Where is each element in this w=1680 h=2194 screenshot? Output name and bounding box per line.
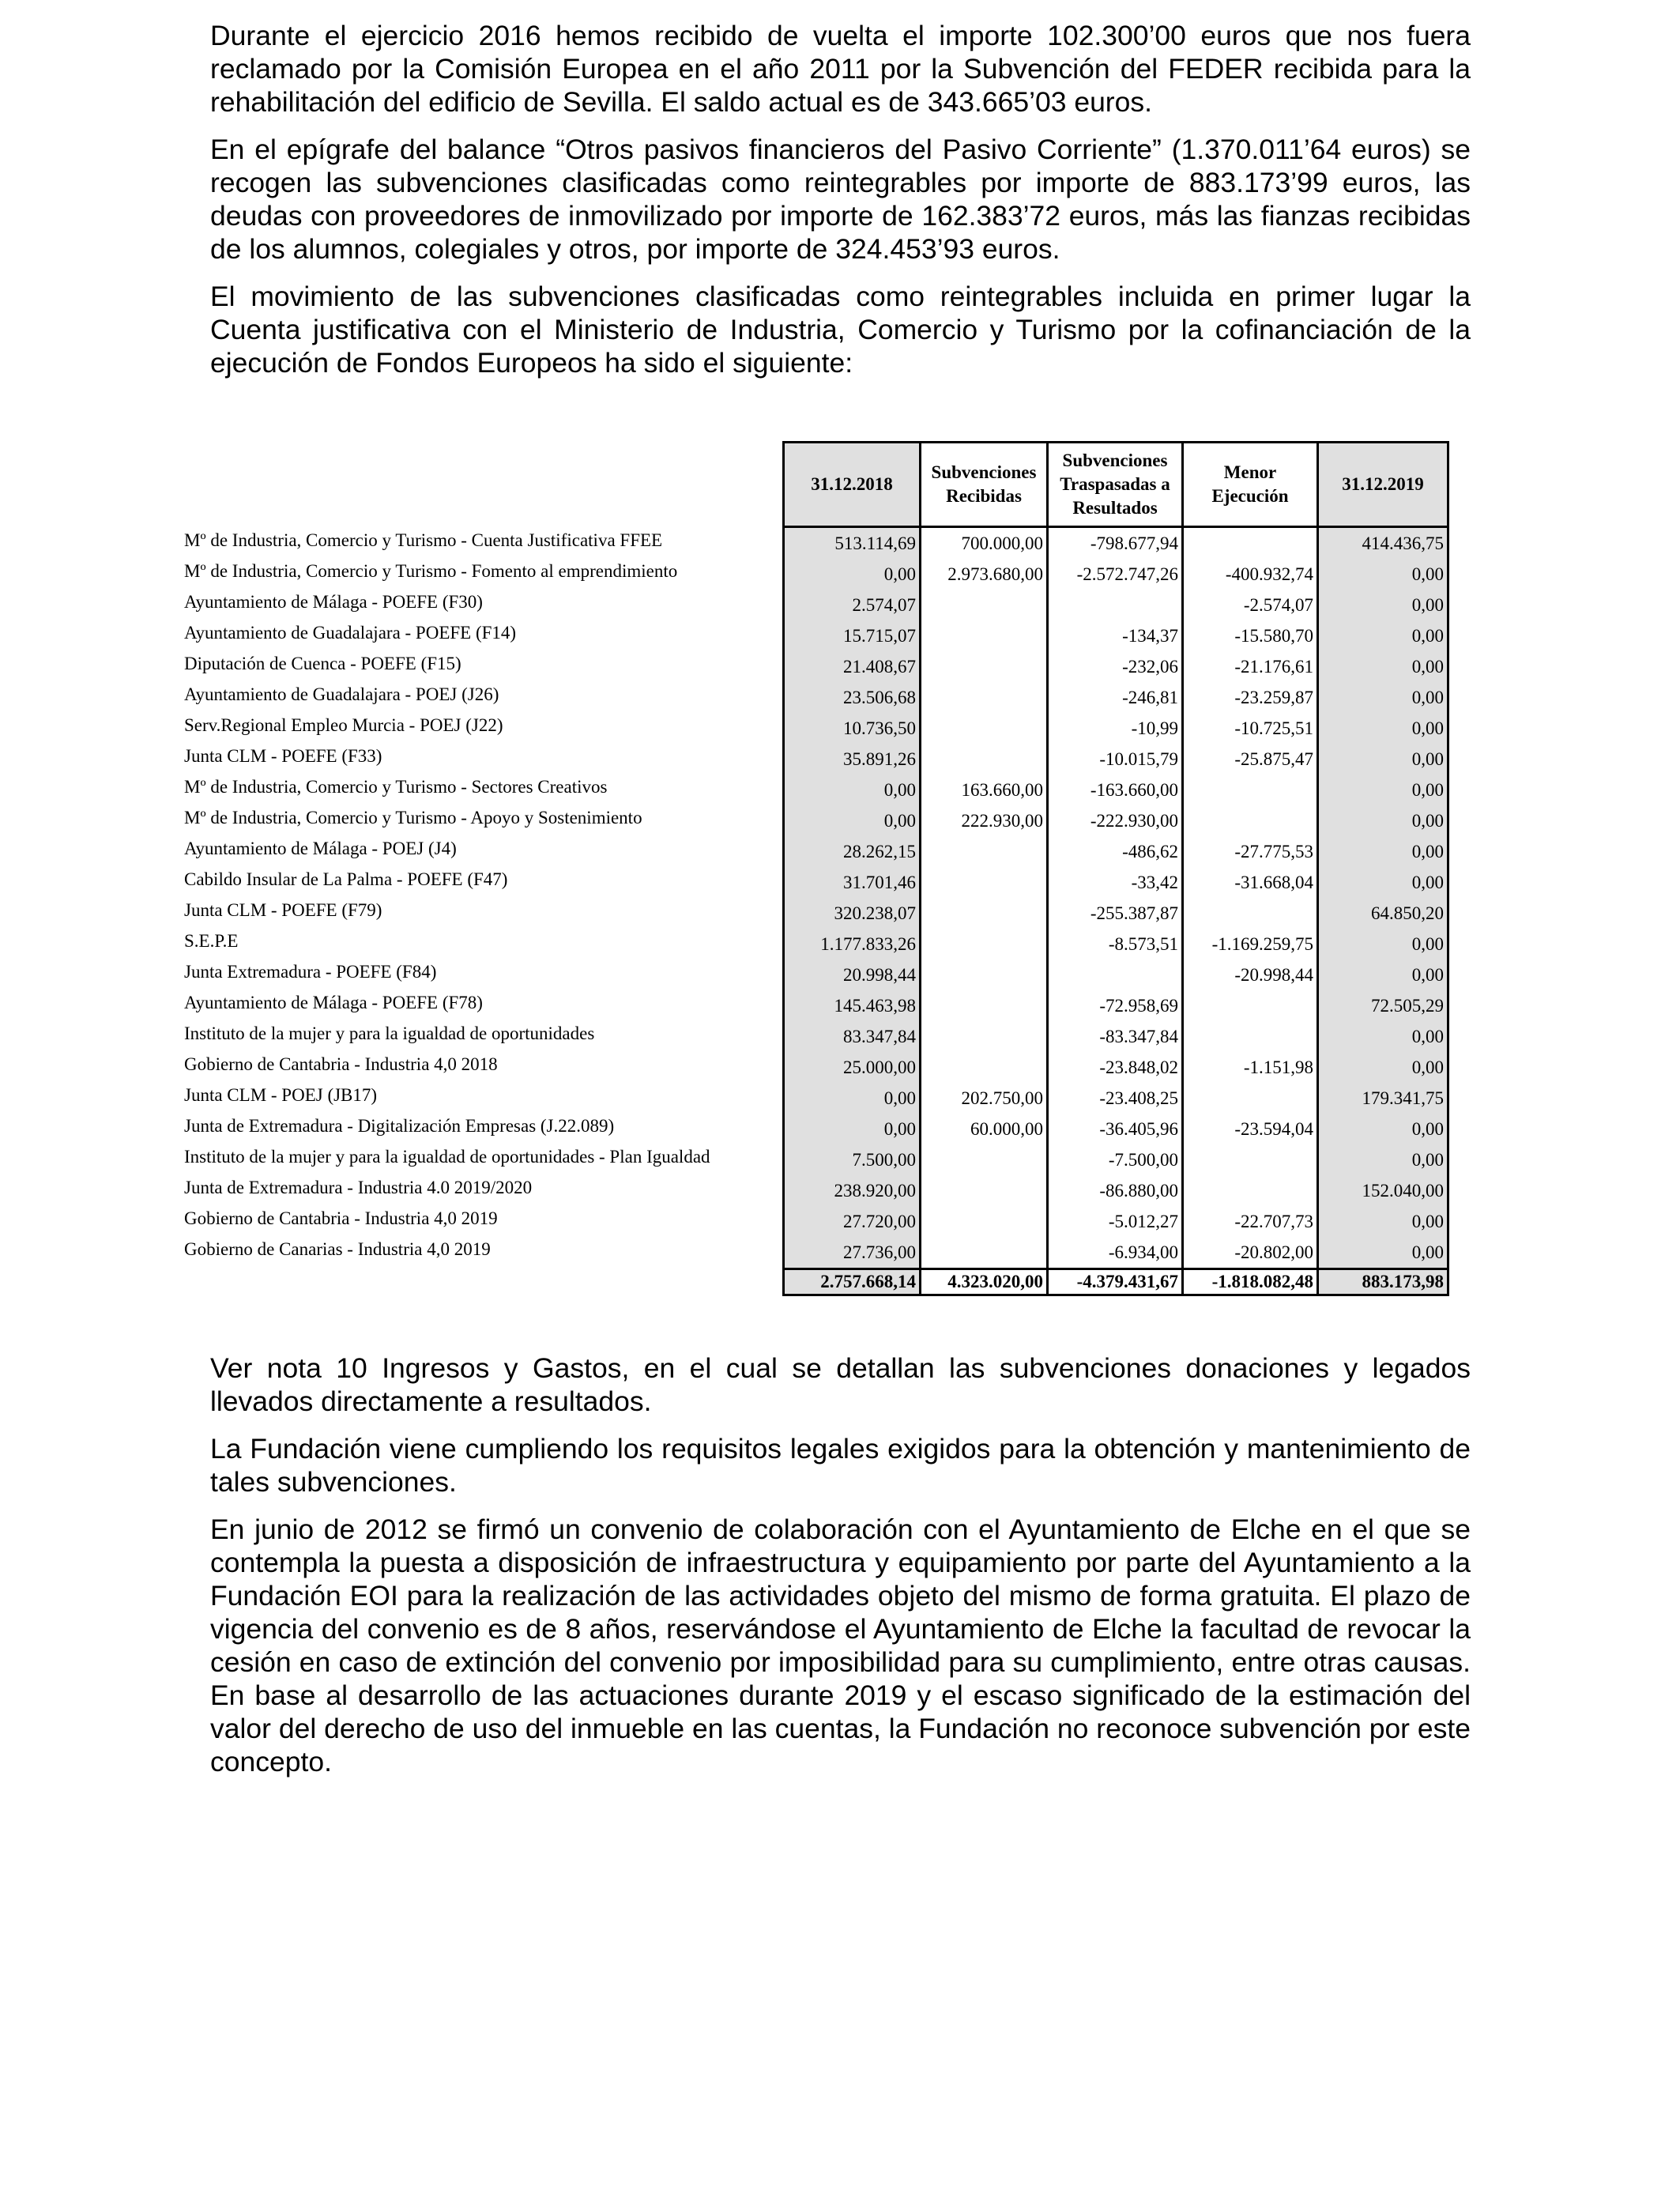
cell-balance-2019: 0,00 (1318, 805, 1448, 836)
subsidy-movement-table (782, 441, 1449, 1296)
table-row (784, 1206, 1448, 1237)
cell-balance-2018: 320.238,07 (784, 898, 921, 929)
table-row (784, 1237, 1448, 1269)
cell-received (921, 836, 1048, 867)
cell-balance-2018: 0,00 (784, 775, 921, 805)
cell-balance-2019: 0,00 (1318, 682, 1448, 713)
cell-received: 60.000,00 (921, 1114, 1048, 1144)
total-received: 4.323.020,00 (921, 1269, 1048, 1295)
row-label: Mº de Industria, Comercio y Turismo - Sectores Creativos (184, 777, 608, 797)
cell-balance-2019: 0,00 (1318, 1021, 1448, 1052)
cell-transferred: -72.958,69 (1048, 990, 1183, 1021)
cell-balance-2019: 179.341,75 (1318, 1083, 1448, 1114)
cell-lower-execution (1183, 1175, 1318, 1206)
cell-balance-2018: 0,00 (784, 559, 921, 590)
row-label: Mº de Industria, Comercio y Turismo - Fomento al emprendimiento (184, 561, 678, 581)
cell-transferred: -23.408,25 (1048, 1083, 1183, 1114)
row-label: Gobierno de Cantabria - Industria 4,0 2019 (184, 1208, 498, 1228)
row-label: Ayuntamiento de Málaga - POEFE (F78) (184, 993, 483, 1012)
row-label: Ayuntamiento de Málaga - POEFE (F30) (184, 592, 483, 612)
cell-transferred: -33,42 (1048, 867, 1183, 898)
total-balance-2018: 2.757.668,14 (784, 1269, 921, 1295)
cell-lower-execution: -20.998,44 (1183, 959, 1318, 990)
cell-balance-2019: 0,00 (1318, 1144, 1448, 1175)
cell-transferred: -255.387,87 (1048, 898, 1183, 929)
cell-balance-2019: 0,00 (1318, 620, 1448, 651)
cell-lower-execution: -31.668,04 (1183, 867, 1318, 898)
cell-balance-2018: 238.920,00 (784, 1175, 921, 1206)
row-label: Junta CLM - POEFE (F79) (184, 900, 382, 920)
cell-balance-2019: 72.505,29 (1318, 990, 1448, 1021)
row-label: Mº de Industria, Comercio y Turismo - Cuenta Justificativa FFEE (184, 530, 663, 550)
table-row (784, 929, 1448, 959)
row-label: Junta CLM - POEJ (JB17) (184, 1085, 378, 1105)
row-label: Ayuntamiento de Guadalajara - POEJ (J26) (184, 684, 499, 704)
cell-received: 163.660,00 (921, 775, 1048, 805)
cell-received (921, 651, 1048, 682)
paragraph-elche-agreement: En junio de 2012 se firmó un convenio de colaboración con el Ayuntamiento de Elche en el que se contempla la puesta a disposición de infraestructura y equipamiento por parte del Ayuntamiento a la Fundación EOI para la realización de las actividades objeto del mismo de forma gratuita. El plazo de vigencia del convenio es de 8 años, reservándose el Ayuntamiento de Elche la facultad de revocar la cesión en caso de extinción del convenio por imposibilidad para su cumplimiento, entre otras causas. En base al desarrollo de las actuaciones durante 2019 y el escaso significado de la estimación del valor del derecho de uso del inmueble en las cuentas, la Fundación no reconoce subvención por este concepto. (210, 1514, 1471, 1777)
header-lower-execution: Menor Ejecución (1183, 443, 1318, 527)
cell-lower-execution: -20.802,00 (1183, 1237, 1318, 1269)
cell-lower-execution: -22.707,73 (1183, 1206, 1318, 1237)
cell-transferred: -222.930,00 (1048, 805, 1183, 836)
row-label: Gobierno de Canarias - Industria 4,0 2019 (184, 1239, 491, 1259)
table-row (784, 805, 1448, 836)
header-subsidies-received: Subvenciones Recibidas (921, 443, 1048, 527)
cell-transferred: -163.660,00 (1048, 775, 1183, 805)
cell-received (921, 1206, 1048, 1237)
cell-balance-2018: 0,00 (784, 1114, 921, 1144)
table-row (784, 1083, 1448, 1114)
cell-transferred: -232,06 (1048, 651, 1183, 682)
cell-lower-execution (1183, 1144, 1318, 1175)
table-row (784, 959, 1448, 990)
cell-transferred: -798.677,94 (1048, 527, 1183, 560)
cell-received (921, 1052, 1048, 1083)
cell-balance-2018: 0,00 (784, 805, 921, 836)
cell-lower-execution: -10.725,51 (1183, 713, 1318, 744)
table-row (784, 1021, 1448, 1052)
table-row (784, 1114, 1448, 1144)
cell-balance-2019: 0,00 (1318, 1052, 1448, 1083)
row-label: Junta de Extremadura - Industria 4.0 2019/2020 (184, 1178, 533, 1197)
cell-lower-execution: -1.169.259,75 (1183, 929, 1318, 959)
cell-balance-2018: 25.000,00 (784, 1052, 921, 1083)
paragraph-note-10: Ver nota 10 Ingresos y Gastos, en el cual se detallan las subvenciones donaciones y legados llevados directamente a resultados. (210, 1352, 1471, 1417)
total-lower-execution: -1.818.082,48 (1183, 1269, 1318, 1295)
cell-received (921, 1175, 1048, 1206)
cell-balance-2018: 83.347,84 (784, 1021, 921, 1052)
cell-balance-2018: 7.500,00 (784, 1144, 921, 1175)
cell-lower-execution: -15.580,70 (1183, 620, 1318, 651)
cell-balance-2019: 0,00 (1318, 590, 1448, 620)
cell-received (921, 744, 1048, 775)
header-balance-2019: 31.12.2019 (1318, 443, 1448, 527)
cell-transferred: -83.347,84 (1048, 1021, 1183, 1052)
table-row (784, 836, 1448, 867)
cell-balance-2019: 0,00 (1318, 1206, 1448, 1237)
cell-received (921, 929, 1048, 959)
table-header-row (784, 443, 1448, 527)
cell-balance-2019: 0,00 (1318, 775, 1448, 805)
paragraph-legal-requirements: La Fundación viene cumpliendo los requisitos legales exigidos para la obtención y mantenimiento de tales subvenciones. (210, 1433, 1471, 1498)
table-row (784, 1052, 1448, 1083)
cell-lower-execution (1183, 898, 1318, 929)
cell-lower-execution: -25.875,47 (1183, 744, 1318, 775)
row-label: Junta de Extremadura - Digitalización Empresas (J.22.089) (184, 1116, 615, 1136)
table-row (784, 744, 1448, 775)
cell-balance-2018: 27.720,00 (784, 1206, 921, 1237)
cell-balance-2018: 1.177.833,26 (784, 929, 921, 959)
paragraph-other-liabilities: En el epígrafe del balance “Otros pasivos financieros del Pasivo Corriente” (1.370.011’64 euros) se recogen las subvenciones clasificadas como reintegrables por importe de 883.173’99 euros, las deudas con proveedores de inmovilizado por importe de 162.383’72 euros, más las fianzas recibidas de los alumnos, colegiales y otros, por importe de 324.453’93 euros. (210, 134, 1471, 265)
cell-balance-2018: 35.891,26 (784, 744, 921, 775)
cell-lower-execution (1183, 527, 1318, 560)
cell-transferred: -486,62 (1048, 836, 1183, 867)
cell-balance-2019: 152.040,00 (1318, 1175, 1448, 1206)
cell-lower-execution: -2.574,07 (1183, 590, 1318, 620)
cell-received (921, 1021, 1048, 1052)
row-label: Mº de Industria, Comercio y Turismo - Apoyo y Sostenimiento (184, 808, 642, 827)
cell-lower-execution (1183, 1083, 1318, 1114)
cell-transferred: -134,37 (1048, 620, 1183, 651)
cell-transferred: -246,81 (1048, 682, 1183, 713)
table-row (784, 1175, 1448, 1206)
header-subsidies-transferred: Subvenciones Traspasadas a Resultados (1048, 443, 1183, 527)
row-label: Instituto de la mujer y para la igualdad de oportunidades - Plan Igualdad (184, 1147, 710, 1167)
cell-balance-2019: 0,00 (1318, 744, 1448, 775)
table-row (784, 527, 1448, 560)
table-row (784, 651, 1448, 682)
cell-transferred: -5.012,27 (1048, 1206, 1183, 1237)
table-row (784, 1144, 1448, 1175)
cell-transferred (1048, 590, 1183, 620)
cell-balance-2019: 0,00 (1318, 867, 1448, 898)
cell-balance-2018: 513.114,69 (784, 527, 921, 560)
cell-balance-2018: 23.506,68 (784, 682, 921, 713)
cell-received: 202.750,00 (921, 1083, 1048, 1114)
cell-lower-execution: -27.775,53 (1183, 836, 1318, 867)
cell-balance-2018: 145.463,98 (784, 990, 921, 1021)
cell-transferred (1048, 959, 1183, 990)
cell-transferred: -23.848,02 (1048, 1052, 1183, 1083)
cell-balance-2018: 31.701,46 (784, 867, 921, 898)
cell-received (921, 620, 1048, 651)
cell-lower-execution: -23.259,87 (1183, 682, 1318, 713)
cell-balance-2018: 10.736,50 (784, 713, 921, 744)
cell-lower-execution (1183, 1021, 1318, 1052)
subsidy-row-labels (184, 525, 785, 1265)
table-row (784, 898, 1448, 929)
row-label: Cabildo Insular de La Palma - POEFE (F47) (184, 869, 508, 889)
cell-balance-2019: 64.850,20 (1318, 898, 1448, 929)
cell-received: 700.000,00 (921, 527, 1048, 560)
row-label: Ayuntamiento de Málaga - POEJ (J4) (184, 839, 457, 858)
cell-received (921, 959, 1048, 990)
cell-transferred: -7.500,00 (1048, 1144, 1183, 1175)
cell-received (921, 682, 1048, 713)
cell-balance-2019: 0,00 (1318, 713, 1448, 744)
cell-balance-2019: 0,00 (1318, 1237, 1448, 1269)
cell-received: 2.973.680,00 (921, 559, 1048, 590)
cell-transferred: -10.015,79 (1048, 744, 1183, 775)
cell-lower-execution (1183, 805, 1318, 836)
row-label: Instituto de la mujer y para la igualdad de oportunidades (184, 1023, 595, 1043)
cell-balance-2019: 0,00 (1318, 929, 1448, 959)
cell-transferred: -8.573,51 (1048, 929, 1183, 959)
paragraph-feder-refund: Durante el ejercicio 2016 hemos recibido de vuelta el importe 102.300’00 euros que nos fuera reclamado por la Comisión Europea en el año 2011 por la Subvención del FEDER recibida para la rehabilitación del edificio de Sevilla. El saldo actual es de 343.665’03 euros. (210, 20, 1471, 118)
cell-transferred: -86.880,00 (1048, 1175, 1183, 1206)
cell-lower-execution (1183, 990, 1318, 1021)
table-row (784, 713, 1448, 744)
cell-transferred: -6.934,00 (1048, 1237, 1183, 1269)
cell-lower-execution: -400.932,74 (1183, 559, 1318, 590)
table-row (784, 682, 1448, 713)
row-label: S.E.P.E (184, 931, 239, 951)
cell-transferred: -36.405,96 (1048, 1114, 1183, 1144)
cell-lower-execution: -21.176,61 (1183, 651, 1318, 682)
cell-balance-2018: 21.408,67 (784, 651, 921, 682)
cell-balance-2019: 0,00 (1318, 959, 1448, 990)
cell-transferred: -10,99 (1048, 713, 1183, 744)
table-row (784, 867, 1448, 898)
row-label: Serv.Regional Empleo Murcia - POEJ (J22) (184, 715, 503, 735)
cell-received (921, 867, 1048, 898)
cell-balance-2019: 0,00 (1318, 836, 1448, 867)
row-label: Junta Extremadura - POEFE (F84) (184, 962, 437, 982)
row-label: Ayuntamiento de Guadalajara - POEFE (F14) (184, 623, 517, 643)
row-label: Gobierno de Cantabria - Industria 4,0 2018 (184, 1054, 498, 1074)
cell-balance-2018: 0,00 (784, 1083, 921, 1114)
cell-balance-2018: 15.715,07 (784, 620, 921, 651)
total-balance-2019: 883.173,98 (1318, 1269, 1448, 1295)
cell-transferred: -2.572.747,26 (1048, 559, 1183, 590)
cell-lower-execution: -1.151,98 (1183, 1052, 1318, 1083)
cell-lower-execution: -23.594,04 (1183, 1114, 1318, 1144)
cell-lower-execution (1183, 775, 1318, 805)
header-balance-2018: 31.12.2018 (784, 443, 921, 527)
table-row (784, 620, 1448, 651)
table-row (784, 990, 1448, 1021)
cell-balance-2018: 20.998,44 (784, 959, 921, 990)
cell-balance-2019: 414.436,75 (1318, 527, 1448, 560)
table-row (784, 559, 1448, 590)
table-total-row (784, 1269, 1448, 1295)
cell-balance-2018: 27.736,00 (784, 1237, 921, 1269)
cell-received (921, 990, 1048, 1021)
table-row (784, 775, 1448, 805)
cell-received: 222.930,00 (921, 805, 1048, 836)
cell-balance-2019: 0,00 (1318, 651, 1448, 682)
paragraph-subsidy-movement-intro: El movimiento de las subvenciones clasificadas como reintegrables incluida en primer lugar la Cuenta justificativa con el Ministerio de Industria, Comercio y Turismo por la cofinanciación de la ejecución de Fondos Europeos ha sido el siguiente: (210, 281, 1471, 379)
cell-received (921, 1237, 1048, 1269)
table-row (784, 590, 1448, 620)
row-label: Junta CLM - POEFE (F33) (184, 746, 382, 766)
cell-received (921, 1144, 1048, 1175)
cell-received (921, 898, 1048, 929)
total-transferred: -4.379.431,67 (1048, 1269, 1183, 1295)
row-label: Diputación de Cuenca - POEFE (F15) (184, 654, 461, 673)
cell-received (921, 713, 1048, 744)
cell-balance-2018: 2.574,07 (784, 590, 921, 620)
cell-received (921, 590, 1048, 620)
cell-balance-2018: 28.262,15 (784, 836, 921, 867)
cell-balance-2019: 0,00 (1318, 559, 1448, 590)
cell-balance-2019: 0,00 (1318, 1114, 1448, 1144)
